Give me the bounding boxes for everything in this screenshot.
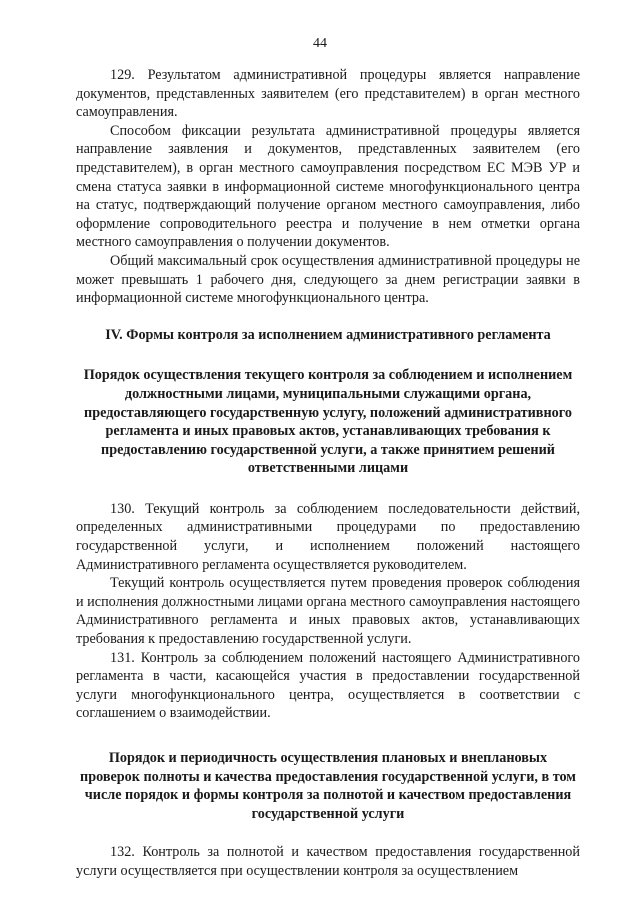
- page-number: 44: [313, 36, 327, 51]
- subsection-heading-inspections: Порядок и периодичность осуществления плановых и внеплановых проверок полноты и качества предоставления государственной услуги, в том числе порядок и формы контроля за полнотой и качеством предоставления государственной услуги: [80, 750, 576, 822]
- paragraph-130-current-control: 130. Текущий контроль за соблюдением последовательности действий, определенных административными процедурами по предоставлению государственной услуги, и исполнением положений настоящего Административного регламента осуществляется руководителем.: [76, 500, 580, 573]
- section-heading-iv: IV. Формы контроля за исполнением административного регламента: [105, 326, 551, 343]
- subsection-heading-current-control: Порядок осуществления текущего контроля за соблюдением и исполнением должностными лицами, муниципальными служащими органа, предоставляющего государственную услугу, положений административного регламента и иных правовых актов, устанавливающих требования к предоставлению государственной услуги, а также принятием решений ответственными лицами: [83, 367, 573, 477]
- paragraph-129-result: 129. Результатом административной процедуры является направление документов, представленных заявителем (его представителем) в орган местного самоуправления.: [76, 67, 580, 121]
- paragraph-130-inspections: Текущий контроль осуществляется путем проведения проверок соблюдения и исполнения должностными лицами органа местного самоуправления настоящего Административного регламента и иных правовых актов, устанавливающих требования к предоставлению государственной услуги.: [76, 575, 580, 648]
- paragraph-131: 131. Контроль за соблюдением положений настоящего Административного регламента в части, касающейся участия в предоставлении государственной услуги многофункционального центра, осуществляется в соответствии с соглашением о взаимодействии.: [76, 649, 580, 722]
- paragraph-129-deadline: Общий максимальный срок осуществления административной процедуры не может превышать 1 рабочего дня, следующего за днем регистрации заявки в информационной системе многофункционального центра.: [76, 252, 580, 307]
- document-body: [76, 66, 580, 881]
- paragraph-129-fixation: Способом фиксации результата административной процедуры является направление заявления и документов, представленных заявителем (его представителем), в орган местного самоуправления посредством ЕС МЭВ УР и смена статуса заявки в информационной системе многофункционального центра на статус, подтверждающий получение органом местного самоуправления, либо оформление сопроводительного реестра и получение в нем отметки органа местного самоуправления о получении документов.: [76, 122, 580, 251]
- paragraph-132: 132. Контроль за полнотой и качеством предоставления государственной услуги осуществляется при осуществлении контроля за осуществлением: [76, 844, 580, 879]
